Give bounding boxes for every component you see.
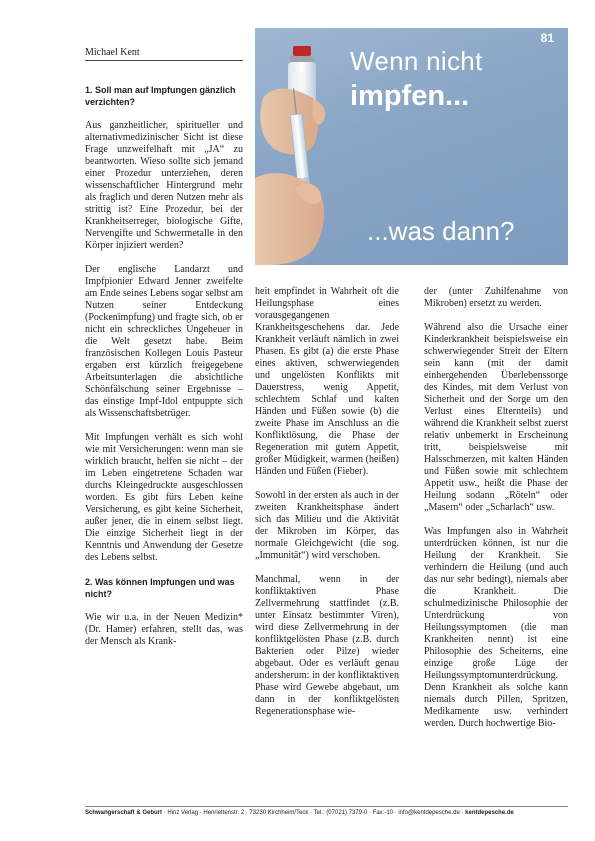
paragraph: Während also die Ursache einer Kinderkrankheit beispielsweise ein schwerwiegender Streit der Eltern sein kann (mit der damit einhergehenden Überlebenssorge des Kindes, mit dem Verlust von Sicherheit und der Sorge um den Verlust eines Elternteils) und während die Krankheit selbst zuerst relativ unbemerkt in Erscheinung tritt, beispielsweise mit Halsschmerzen, mit kalten Händen und Füßen sowie mit schlechtem Appetit usw., heißt die Phase der Heilung sodann „Röteln“ oder „Masern“ oder „Scharlach“ usw. xyxy=(424,322,568,513)
paragraph: Der englische Landarzt und Impfpionier Edward Jenner zweifelte am Ende seines Lebens sogar selbst am Nutzen seiner Entdeckung (Pockenimpfung) und fragte sich, ob er nicht ein schreckliches Ungeheuer in die Welt gesetzt habe. Beim französischen Kollegen Louis Pasteur ergaben erst kürzlich freigegebene Arbeitsunterlagen die absichtliche Schönfälschung seiner Ergebnisse – das einstige Impf-Idol entpuppte sich als Wissenschaftsbetrüger. xyxy=(85,264,243,419)
footer-rule xyxy=(85,806,568,807)
paragraph: Manchmal, wenn in der konfliktaktiven Phase Zellvermehrung stattfindet (z.B. unter Einsatz bestimmter Viren), wird diese Zellvermehrung in der konfliktgelösten Phase (z.B. durch Bakterien oder Pilze) wieder abgebaut. Oder es verläuft genau andersherum: in der konfliktaktiven Phase wird Gewebe abgebaut, um dann in der konfliktgelösten Regenerationsphase wie- xyxy=(255,574,399,717)
paragraph: Mit Impfungen verhält es sich wohl wie mit Versicherungen: wenn man sie wirklich braucht, helfen sie nicht – der im Leben eingetretene Schaden war durchs Kleingedruckte ausgeschlossen worden. Es gibt fürs Leben keine Versicherung, es gibt keine Sicherheit, außer jener, die in einem selbst liegt. Die einzige Sicherheit liegt in der Kenntnis und Anwendung der Gesetze des Lebens selbst. xyxy=(85,432,243,563)
footer-publication: Schwangerschaft & Geburt xyxy=(85,810,163,816)
page-footer xyxy=(85,810,568,816)
paragraph: Wie wir u.a. in der Neuen Medizin* (Dr. Hamer) erfahren, stellt das, was der Mensch als Krank- xyxy=(85,612,243,647)
section-heading-2: 2. Was können Impfungen und was nicht? xyxy=(85,577,235,599)
footer-site: kentdepesche.de xyxy=(465,810,514,816)
text-column-3 xyxy=(424,286,568,742)
paragraph: heit empfindet in Wahrheit oft die Heilungsphase eines vorausgegangenen Krankheitsgeschehens dar. Jede Krankheit verläuft nämlich in zwei Phasen. Es gibt (a) die erste Phase eines aktiven, schwerwiegenden und ungelösten Konflikts mit Dauerstress, wenig Appetit, schlechtem Schlaf und kalten Händen und Füßen sowie (b) die zweite Phase im Anschluss an die Konfliktlösung, die Phase der Regeneration mit gutem Appetit, großer Müdigkeit, warmen (heißen) Händen und Füßen (Fieber). xyxy=(255,286,399,477)
headline-line-3: ...was dann? xyxy=(367,216,515,246)
text-column-2 xyxy=(255,286,399,730)
hero-image xyxy=(255,28,568,265)
paragraph: Aus ganzheitlicher, spiritueller und alternativmedizinischer Sicht ist diese Frage unzweifelhaft mit „JA“ zu beantworten. Wieso sollte sich jemand einer Prozedur unterziehen, deren wissenschaftlicher Hintergrund mehr als fraglich und deren Nutzen mehr als strittig ist? Eine Prozedur, bei der Krankheitserreger, biologische Gifte, Nervengifte und Schwermetalle in den Körper injiziert werden? xyxy=(85,120,243,251)
paragraph: Sowohl in der ersten als auch in der zweiten Krankheitsphase ändert sich das Milieu und die Aktivität der Mikroben im Körper, das normale Gleichgewicht (die sog. „Immunität“) wird verschoben. xyxy=(255,490,399,561)
page-number: 81 xyxy=(540,31,554,45)
section-heading-1: 1. Soll man auf Impfungen gänzlich verzichten? xyxy=(85,85,236,107)
paragraph: Was Impfungen also in Wahrheit unterdrücken können, ist nur die Heilung der Krankheit. Sie verhindern die Heilung (und auch das nur sehr bedingt), niemals aber die Krankheit. Die schulmedizinische Philosophie der Unterdrückung von Heilungssymptomen (die man Krankheiten nennt) ist eine Philosophie des Scheiterns, eine einzige große Lüge der Heilungssymptomunterdrückung. Denn Krankheit als solche kann niemals durch Pillen, Spritzen, Medikamente usw. verhindert werden. Durch hochwertige Bio- xyxy=(424,526,568,729)
headline-line-2: impfen... xyxy=(350,80,470,112)
text-column-1 xyxy=(85,84,243,660)
author-rule xyxy=(85,60,243,61)
author-name: Michael Kent xyxy=(85,47,140,58)
paragraph: der (unter Zuhilfenahme von Mikroben) ersetzt zu werden. xyxy=(424,286,568,309)
footer-details: · Hinz Verlag · Henriettenstr. 2 · 73230 Kirchheim/Teck · Tel.: (07021) 7379-0 · Fax:-10 · info@kentdepesche.de · xyxy=(162,810,466,816)
headline-line-1: Wenn nicht xyxy=(350,46,483,76)
